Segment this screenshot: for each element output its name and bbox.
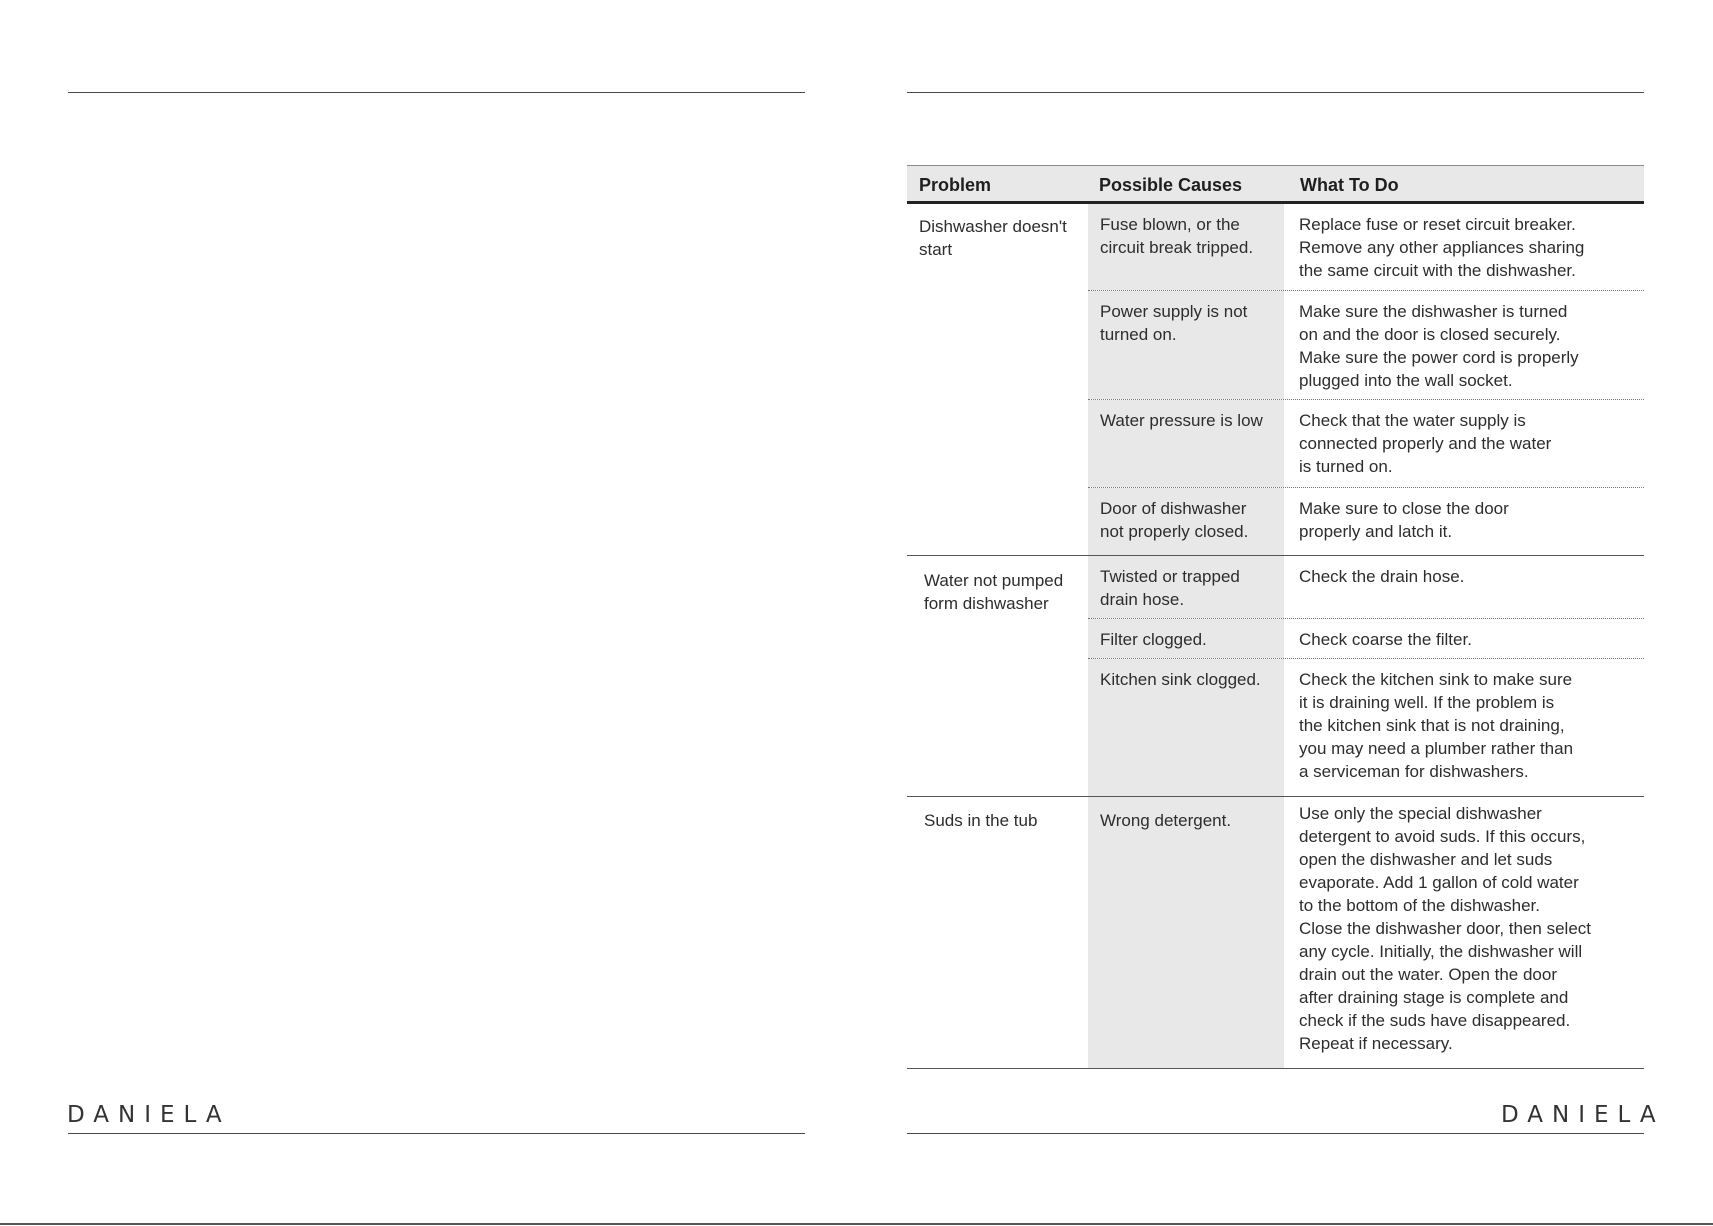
todo-cell: Check the drain hose. bbox=[1299, 567, 1465, 586]
table-header bbox=[907, 165, 1644, 204]
left-header-rule bbox=[68, 92, 805, 93]
header-what-to-do: What To Do bbox=[1300, 175, 1399, 195]
problem-group-water-not-pumped bbox=[907, 556, 1644, 797]
cause-cell: Twisted or trapped drain hose. bbox=[1088, 556, 1284, 618]
table-row bbox=[1088, 400, 1644, 488]
left-brand-logo: DANIELA bbox=[67, 1102, 231, 1128]
right-brand-logo: DANIELA bbox=[1501, 1102, 1665, 1128]
todo-cell: Use only the special dishwasher detergent to avoid suds. If this occurs, open the dishwasher and let suds evaporate. Add 1 gallon of cold water to the bottom of the dishwasher. Close the dishwasher door, then select any cycle. Initially, the dishwasher will drain out the water. Open the door after draining stage is complete and check if the suds have disappeared. Repeat if necessary. bbox=[1299, 804, 1592, 1053]
todo-cell: Make sure the dishwasher is turned on and the door is closed securely. Make sure the power cord is properly plugged into the wall socket. bbox=[1299, 302, 1579, 390]
cause-cell: Kitchen sink clogged. bbox=[1088, 659, 1284, 796]
problem-cell: Suds in the tub bbox=[924, 811, 1038, 830]
table-row bbox=[1088, 291, 1644, 400]
todo-cell: Replace fuse or reset circuit breaker. Remove any other appliances sharing the same circuit with the dishwasher. bbox=[1299, 215, 1585, 280]
cause-cell: Water pressure is low bbox=[1088, 400, 1284, 487]
left-footer-rule bbox=[68, 1133, 805, 1134]
problem-cell: Water not pumped form dishwasher bbox=[924, 571, 1064, 613]
cause-cell: Power supply is not turned on. bbox=[1088, 291, 1284, 399]
right-header-rule bbox=[907, 92, 1644, 93]
cause-cell: Fuse blown, or the circuit break tripped. bbox=[1088, 204, 1284, 290]
troubleshooting-table bbox=[907, 165, 1644, 1069]
table-row bbox=[1088, 619, 1644, 659]
header-possible-causes: Possible Causes bbox=[1099, 175, 1243, 195]
todo-cell: Check that the water supply is connected properly and the water is turned on. bbox=[1299, 411, 1552, 476]
cause-cell: Door of dishwasher not properly closed. bbox=[1088, 488, 1284, 555]
problem-cell: Dishwasher doesn't start bbox=[919, 217, 1067, 259]
page-bottom-edge bbox=[0, 1223, 1713, 1225]
table-row bbox=[1088, 488, 1644, 555]
table-row bbox=[1088, 204, 1644, 291]
todo-cell: Check coarse the filter. bbox=[1299, 630, 1472, 649]
todo-cell: Check the kitchen sink to make sure it is draining well. If the problem is the kitchen sink that is not draining, you may need a plumber rather than a serviceman for dishwashers. bbox=[1299, 670, 1574, 781]
cause-cell: Wrong detergent. bbox=[1088, 797, 1284, 1068]
table-row bbox=[1088, 556, 1644, 619]
cause-cell: Filter clogged. bbox=[1088, 619, 1284, 658]
table-row bbox=[1088, 659, 1644, 796]
right-footer-rule bbox=[907, 1133, 1644, 1134]
table-row bbox=[1088, 797, 1644, 1068]
problem-group-suds bbox=[907, 797, 1644, 1069]
todo-cell: Make sure to close the door properly and latch it. bbox=[1299, 499, 1509, 541]
problem-group-doesnt-start bbox=[907, 204, 1644, 556]
header-problem: Problem bbox=[919, 175, 992, 195]
